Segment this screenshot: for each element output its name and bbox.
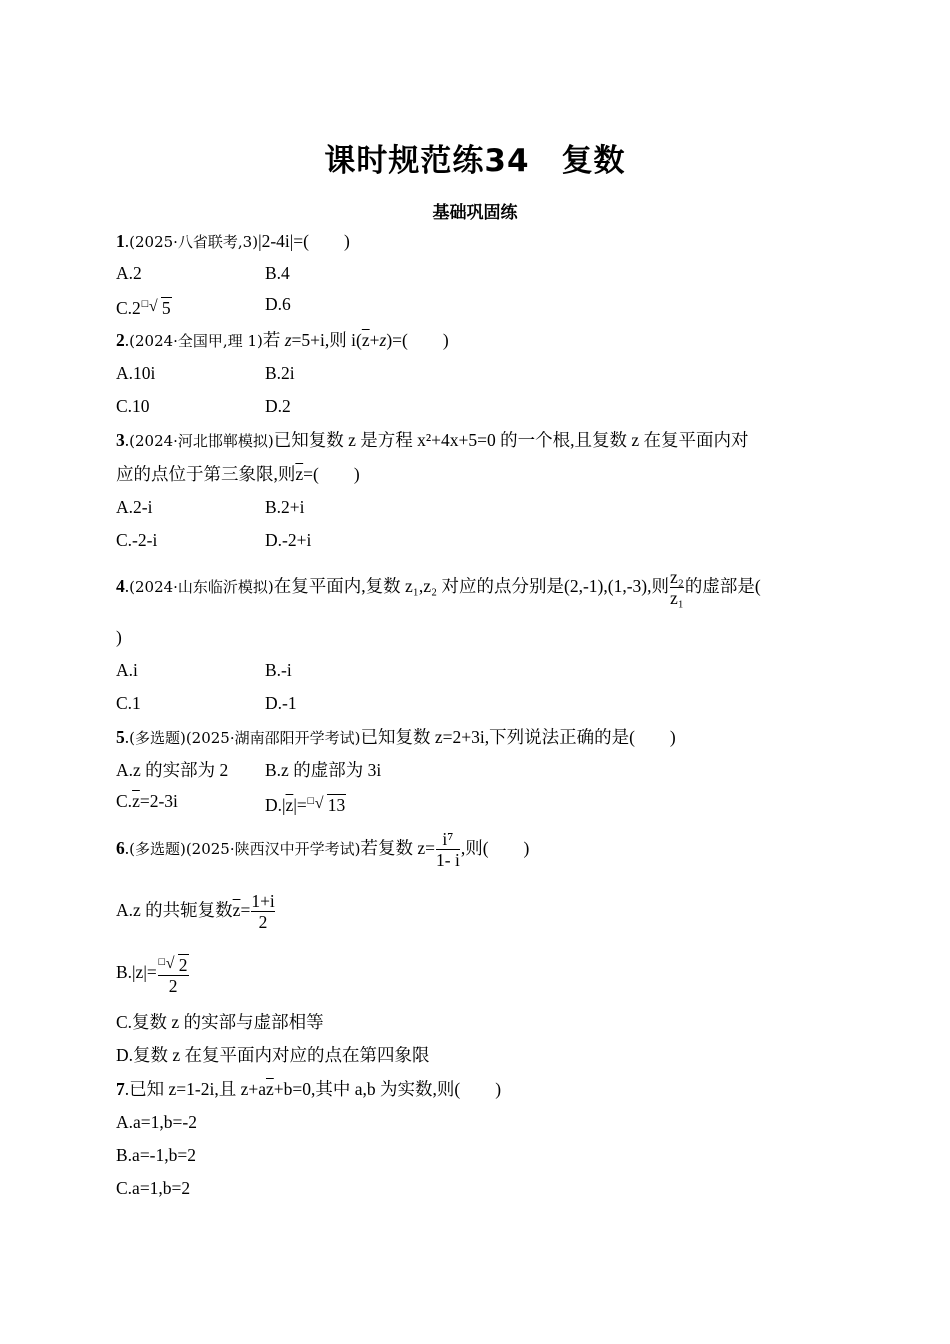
fraction: $\frac{^☐ √ 2}{2}$ xyxy=(158,952,189,997)
question-source: (多选题)(2025·陕西汉中开学考试) xyxy=(129,840,361,858)
fraction: $\frac{\text{i⁷}}{1- i}$ xyxy=(436,829,460,871)
question-2: 2.(2024·全国甲,理 1)若 z=5+i,则 $i(\overline{z}+z)=$( ) xyxy=(116,330,449,350)
option-d: $D.|\overline{z}|=^☐$ √ 13 xyxy=(265,789,346,817)
option-b: B.-i xyxy=(265,660,292,680)
question-source: (2024·山东临沂模拟) xyxy=(129,578,274,596)
option-row xyxy=(116,758,382,782)
sqrt-symbol: √ 5 xyxy=(149,296,172,320)
option-row xyxy=(116,495,305,519)
option-a: A.2 xyxy=(116,263,142,283)
option-row xyxy=(116,658,292,682)
question-number: 6 xyxy=(116,838,125,858)
option-row xyxy=(116,261,290,285)
option-a: A.z 的共轭复数$\overline{z}=$ $\frac{1+i}{2}$ xyxy=(116,891,275,933)
fraction: $\frac{1+i}{2}$ xyxy=(251,891,275,933)
option-a: A.2-i xyxy=(116,497,153,517)
question-stem-continued: 应的点位于第三象限,则$\overline{z}=$( ) xyxy=(116,464,360,484)
question-number: 3 xyxy=(116,430,125,450)
option-d: D.复数 z 在复平面内对应的点在第四象限 xyxy=(116,1045,430,1065)
question-source: (2025·八省联考,3) xyxy=(129,233,259,251)
option-a: A.10i xyxy=(116,363,156,383)
sqrt-symbol: √ 13 xyxy=(315,793,347,817)
section-heading: 基础巩固练 xyxy=(432,203,518,223)
page-title: 课时规范练34 复数 xyxy=(324,143,626,179)
fraction: $\frac{\text{z₂}}{\text{z₁}}$ xyxy=(669,567,684,609)
option-a: A.i xyxy=(116,660,138,680)
conjugate-z: $\overline{z}$ xyxy=(361,330,370,350)
option-c: C.a=1,b=2 xyxy=(116,1178,191,1198)
question-3: 3.(2024·河北邯郸模拟)已知复数 z 是方程 x²+4x+5=0 的一个根,且复数 z 在复平面内对 xyxy=(116,430,749,450)
option-b: B.a=-1,b=2 xyxy=(116,1145,197,1165)
question-number: 2 xyxy=(116,330,125,350)
conjugate-z: $\overline{z}$ xyxy=(265,1079,274,1099)
option-d: D.2 xyxy=(265,396,291,416)
question-number: 1 xyxy=(116,231,125,251)
option-d: D.-2+i xyxy=(265,530,312,550)
question-5: 5.(多选题)(2025·湖南邵阳开学考试)已知复数 z=2+3i,下列说法正确的是( ) xyxy=(116,727,676,747)
conjugate-z: $\overline{z}$ xyxy=(295,464,304,484)
question-stem: |2-4i|=( ) xyxy=(258,231,350,251)
option-c: $C.\overline{z}=2-3i$ xyxy=(116,791,178,811)
question-stem-continued: ) xyxy=(116,627,122,647)
question-6: 6.(多选题)(2025·陕西汉中开学考试)若复数 z= $\frac{\text{i⁷}}{1- i}$ ,则( ) xyxy=(116,829,530,871)
option-row xyxy=(116,361,295,385)
option-b: B.z 的虚部为 3i xyxy=(265,760,382,780)
option-c: C.10 xyxy=(116,396,150,416)
question-number: 7 xyxy=(116,1079,125,1099)
option-d: D.-1 xyxy=(265,693,297,713)
option-c: C.复数 z 的实部与虚部相等 xyxy=(116,1012,324,1032)
option-row xyxy=(116,528,312,552)
option-row xyxy=(116,691,297,715)
question-source: (2024·全国甲,理 1) xyxy=(129,332,263,350)
option-c: C.1 xyxy=(116,693,141,713)
question-7: 7.已知 z=1-2i,且 $z+a\overline{z}+b=0$,其中 a,b 为实数,则( ) xyxy=(116,1079,502,1099)
option-row xyxy=(116,292,291,320)
option-a: A.a=1,b=-2 xyxy=(116,1112,197,1132)
option-c: C.-2-i xyxy=(116,530,158,550)
question-stem: 已知复数 z 是方程 x²+4x+5=0 的一个根,且复数 z 在复平面内对 xyxy=(273,430,749,450)
question-number: 4 xyxy=(116,576,125,596)
option-d: D.6 xyxy=(265,294,291,314)
question-source: (2024·河北邯郸模拟) xyxy=(129,432,274,450)
question-number: 5 xyxy=(116,727,125,747)
option-b: B.|z|= $\frac{^☐ √ 2}{2}$ xyxy=(116,950,190,996)
option-b: B.4 xyxy=(265,263,290,283)
option-row xyxy=(116,394,291,418)
option-row xyxy=(116,789,346,815)
option-b: B.2i xyxy=(265,363,295,383)
option-b: B.2+i xyxy=(265,497,305,517)
question-4: 4.(2024·山东临沂模拟)在复平面内,复数 z₁,z₂ 对应的点分别是(2,-1),(1,-3),则 $\frac{\text{z₂}}{\text{z₁}}$ 的虚部是( xyxy=(116,567,761,609)
question-1: 1.(2025·八省联考,3)|2-4i|=( ) xyxy=(116,231,350,251)
option-c: C.2☐ √ 5 xyxy=(116,298,172,318)
option-a: A.z 的实部为 2 xyxy=(116,760,229,780)
sqrt-symbol: √ 2 xyxy=(166,955,189,975)
question-source: (多选题)(2025·湖南邵阳开学考试) xyxy=(129,729,361,747)
question-stem: 已知复数 z=2+3i,下列说法正确的是( ) xyxy=(360,727,676,747)
